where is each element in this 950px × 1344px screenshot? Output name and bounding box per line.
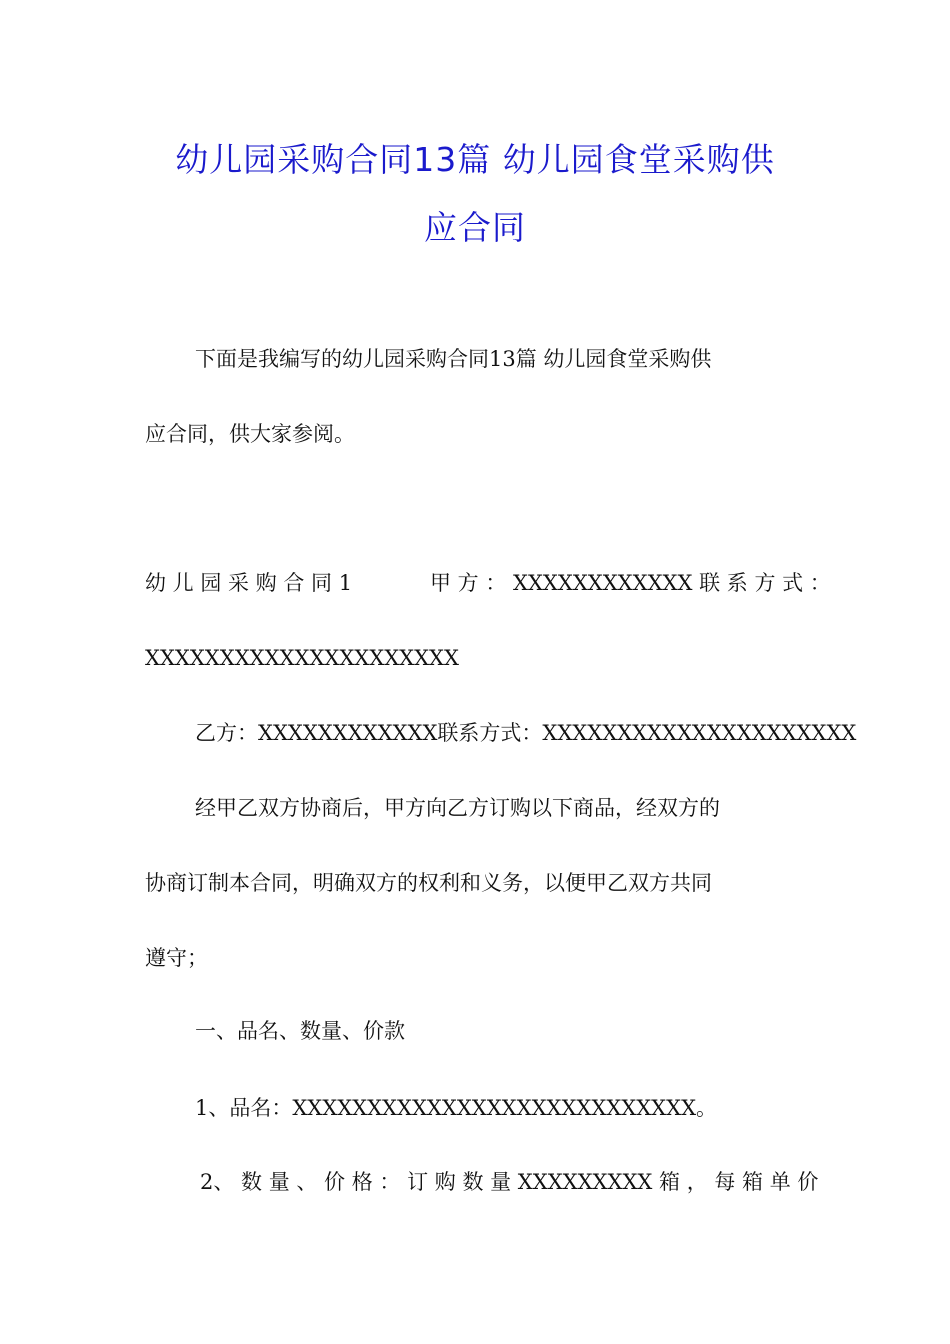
document-title-line-2: 应合同 [424,208,526,247]
paragraph-line-3: 遵守； [145,946,208,970]
intro-line-2: 应合同，供大家参阅。 [145,422,355,446]
party-b-line: 乙方：XXXXXXXXXXXX联系方式：XXXXXXXXXXXXXXXXXXXXX [195,721,857,745]
paragraph-line-2: 协商订制本合同，明确双方的权利和义务，以便甲乙双方共同 [145,871,712,895]
item-1: 1、品名：XXXXXXXXXXXXXXXXXXXXXXXXXXX。 [195,1096,718,1120]
document-title-line-1: 幼儿园采购合同13篇 幼儿园食堂采购供 [175,140,775,179]
party-a-line: 甲 方 ： XXXXXXXXXXXX 联 系 方 式 ： [430,571,831,595]
intro-line-1: 下面是我编写的幼儿园采购合同13篇 幼儿园食堂采购供 [195,347,712,371]
item-2: 2、 数 量 、 价 格 ： 订 购 数 量 XXXXXXXXX 箱 ， 每 箱 单 价 [200,1170,819,1194]
contract-heading: 幼 儿 园 采 购 合 同 1 [145,571,353,595]
party-a-contact: XXXXXXXXXXXXXXXXXXXXX [145,646,459,670]
paragraph-line-1: 经甲乙双方协商后，甲方向乙方订购以下商品，经双方的 [195,796,720,820]
section-heading: 一、品名、数量、价款 [195,1019,405,1043]
